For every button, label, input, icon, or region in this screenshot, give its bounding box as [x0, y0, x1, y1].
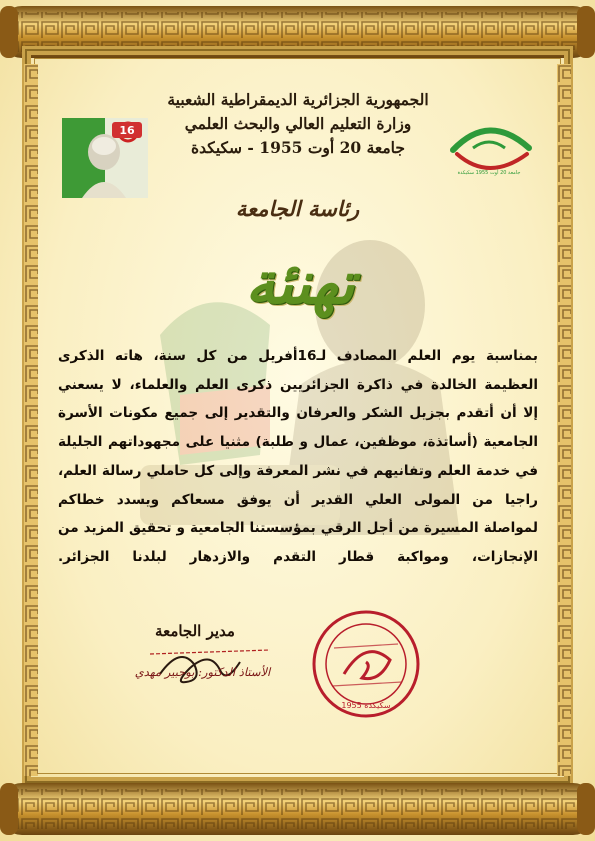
- svg-text:16: 16: [119, 124, 135, 137]
- presidency-heading: رئاسة الجامعة: [235, 196, 360, 221]
- left-border-pattern-icon: [24, 64, 38, 776]
- right-border-pattern-icon: [557, 64, 571, 776]
- message-line: العظيمة الخالدة في ذاكرة الجزائريين ذكرى العلم والعلماء، لا يسعني: [58, 376, 538, 393]
- bottom-scroll-rod-icon: [0, 777, 595, 841]
- official-seal-icon: [310, 608, 422, 720]
- republic-name: الجمهورية الجزائرية الديمقراطية الشعبية: [167, 90, 429, 109]
- svg-text:جامعة 20 أوت 1955 سكيكدة: جامعة 20 أوت 1955 سكيكدة: [457, 170, 521, 176]
- message-line: راجيا من المولى العلي القدير أن يوفق مسعاكم ويسدد خطاكم: [58, 491, 538, 508]
- message-line: في خدمة العلم وتفانيهم في نشر المعرفة وإلى كل حاملي رسالة العلم،: [58, 462, 538, 479]
- header-block: [150, 88, 446, 160]
- director-name: الأستاذ الدكتور: بوجبير مهدي: [134, 665, 271, 679]
- ministry-name: وزارة التعليم العالي والبحث العلمي: [184, 114, 412, 133]
- university-logo-icon: [443, 118, 535, 180]
- emir-abdelkader-emblem-icon: [62, 118, 148, 198]
- director-title: مدير الجامعة: [155, 622, 235, 640]
- message-line: لمواصلة المسيرة من أجل الرقي بمؤسستنا الجامعية و تحقيق المزيد من: [58, 520, 538, 537]
- message-line: الجامعية (أساتذة، موظفين، عمال و طلبة) مثنيا على مجهوداتهم الجليلة: [58, 434, 538, 451]
- message-line: بمناسبة يوم العلم المصادف لـ16أفريل من كل سنة، هاته الذكرى: [58, 348, 538, 364]
- university-name: جامعة 20 أوت 1955 - سكيكدة: [191, 138, 405, 157]
- svg-text:سكيكدة 1955: سكيكدة 1955: [341, 701, 391, 710]
- message-line: الإنجازات، ومواكبة قطار التقدم والازدهار لبلدنا الجزائر.: [58, 548, 538, 565]
- message-body: [58, 342, 538, 572]
- message-line: إلا أن أتقدم بجزيل الشكر والعرفان والتقدير إلى جميع مكونات الأسرة: [58, 405, 538, 422]
- congratulations-title: تهنئة: [245, 249, 355, 317]
